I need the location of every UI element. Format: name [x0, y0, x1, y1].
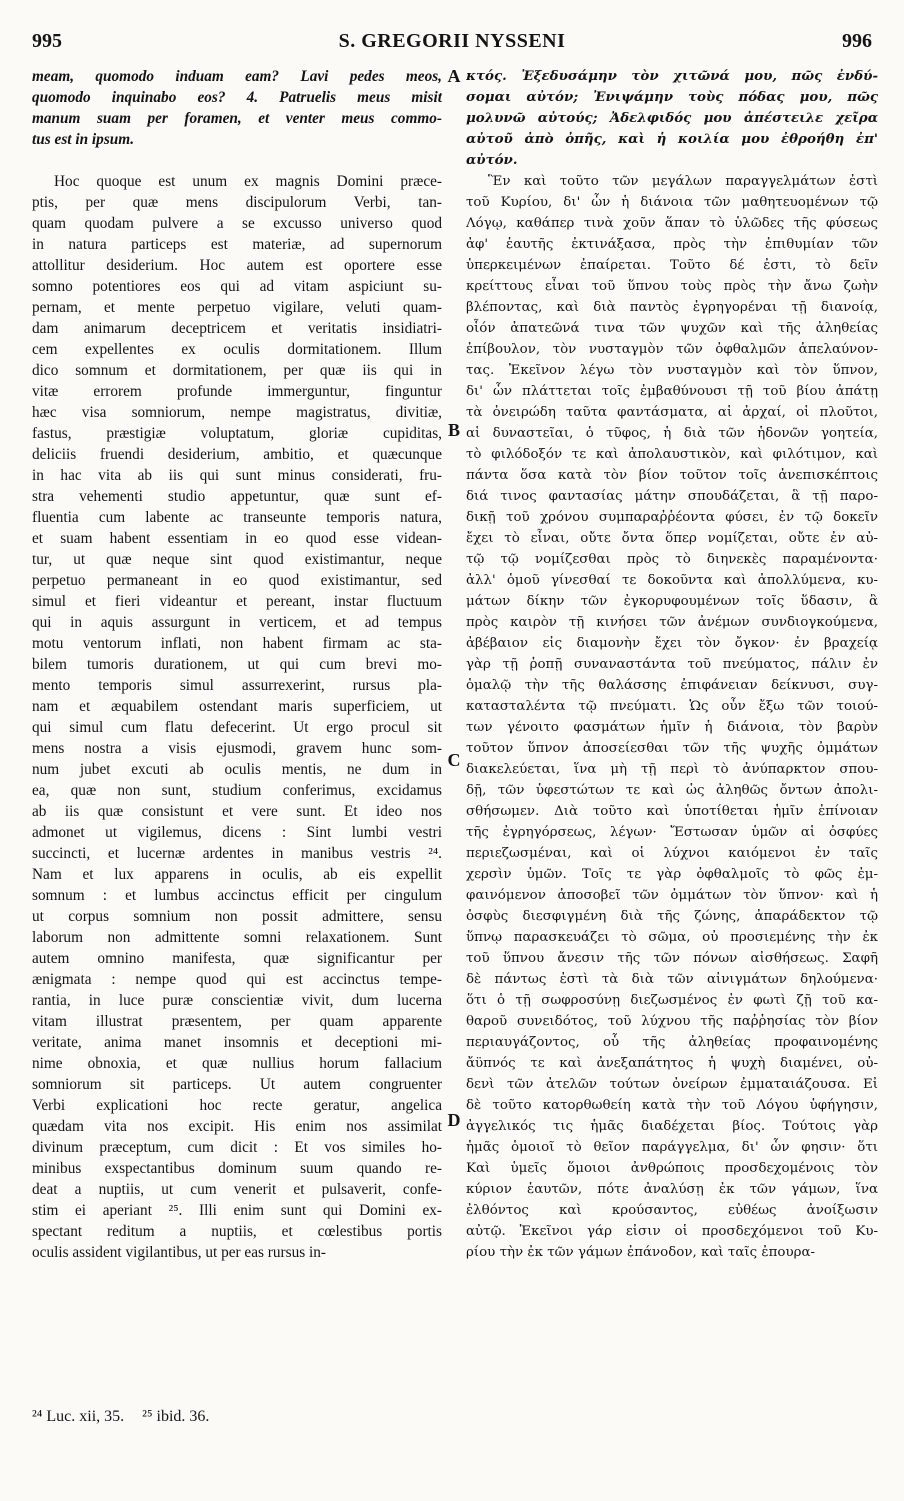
latin-body-line: minibus exspectantibus dominum suum quando re- [32, 1160, 442, 1177]
greek-body-line: Καὶ ὑμεῖς ὅμοιοι ἀνθρώποις προσδεχομένοις τὸν [466, 1161, 878, 1176]
running-header [32, 30, 872, 60]
latin-body-line: stim ei aperiant ²⁵. Illi enim sunt qui Domini ex- [32, 1202, 442, 1219]
greek-body-line: πάντα ὅσα κατὰ τὸν βίον τοῦτον τοῖς ἀνεπισκέπτοις [466, 468, 878, 483]
greek-scripture-line: αὐτόν. [466, 152, 518, 168]
greek-body-line: ρίου τὴν ἐκ τῶν γάμων ἐπάνοδον, καὶ ταῖς ἐπουρα- [466, 1245, 816, 1260]
latin-body-line: fastus, præstigiæ voluptatum, gloriæ cupiditas, [32, 425, 442, 442]
page-number-right: 996 [842, 30, 872, 52]
greek-body-line: Λόγῳ, καθάπερ τινὰ χοῦν ἅπαν τὸ ὑλῶδες τῆς φύσεως [466, 216, 878, 231]
greek-body-line: ἀγγελικός τις ἡμᾶς διαδέχεται βίος. Τούτοις γὰρ [466, 1119, 878, 1134]
latin-body-line: divinum præceptum, cum dicit : Et vos similes ho- [32, 1139, 442, 1156]
latin-body-line: cem expellentes ex oculis dormitationem. Illum [32, 341, 442, 358]
greek-scripture-line: σομαι αὐτόν; Ἐνιψάμην τοὺς πόδας μου, πῶς [466, 89, 878, 105]
greek-body-line: περιεζωσμέναι, καὶ οἱ λύχνοι καιόμενοι ἐν ταῖς [466, 846, 878, 861]
greek-body-line: κατασταλέντα τῷ πνεύματι. Ὡς οὖν ἔξω τῶν τοιού- [466, 699, 878, 714]
greek-body-line: ὀσφὺς διεσφιγμένη διὰ τῆς ζώνης, ἀπαράδεκτον τῷ [466, 909, 878, 924]
greek-body-line: δῇ, τῶν ὑφεστώτων τε καὶ ὡς ἀληθῶς ὄντων ἀπολι- [466, 783, 878, 798]
latin-body [32, 171, 442, 1263]
greek-body-line: ὅτι ὁ τῇ σωφροσύνῃ διεζωσμένος ἐν φωτὶ ζῇ τοῦ κα- [466, 993, 878, 1008]
latin-body-line: dico somnum et dormitationem, per quæ iis qui in [32, 362, 442, 379]
latin-body-line: laborum non admittente somni relaxationem. Sunt [32, 929, 442, 946]
greek-body-line: φαινόμενον ἀποσοβεῖ τῶν ὀμμάτων τὸν ὕπνον· καὶ ἡ [466, 888, 878, 903]
footnotes [32, 1408, 442, 1426]
latin-body-line: vitæ errorem profunde immerguntur, finguntur [32, 383, 442, 400]
latin-body-line: dam animarum deceptricem et veritatis insidiatri- [32, 320, 442, 337]
greek-body-line: ἀφ' ἑαυτῆς ἐκτινάξασα, πρὸς τὴν ἐπιθυμίαν τῶν [466, 237, 878, 252]
greek-body-line: κύριον ἑαυτῶν, πότε ἀναλύσῃ ἐκ τῶν γάμων, ἵνα [466, 1182, 878, 1197]
greek-body-line: ἔχει τὸ εἶναι, οὔτε ὄντα ὅπερ νομίζεται, οὔτε ἐν αὐ- [466, 531, 878, 546]
greek-body-line: δενὶ τῶν ἀτελῶν τούτων ὀνείρων ἐμματαιάζουσα. Εἰ [466, 1077, 878, 1092]
footnote-25: ²⁵ ibid. 36. [142, 1408, 210, 1425]
greek-body-line: δὲ τοῦτο κατορθωθείη κατὰ τὴν τοῦ Λόγου ὑφήγησιν, [466, 1098, 878, 1113]
latin-body-line: simul et fieri videantur et pereant, instar fluctuum [32, 593, 442, 610]
greek-body-line: των γένοιτο φασμάτων ἡμῖν ἡ διάνοια, τὸν βαρὺν [466, 720, 878, 735]
margin-marker-b: B [447, 420, 460, 440]
latin-body-line: quædam vita nos excipit. His enim nos assimilat [32, 1118, 442, 1135]
latin-body-line: qui simul cum flatu defecerint. Ut ergo procul sit [32, 719, 442, 736]
latin-body-line: num jubet excuti ab oculis mentis, ne dum in [32, 761, 442, 778]
greek-scripture [466, 66, 878, 171]
margin-marker-c: C [447, 750, 461, 770]
latin-body-line: somniorum sit particeps. Ut autem congruenter [32, 1076, 442, 1093]
latin-body-line: ab iis quæ consistunt et vere sunt. Et ideo nos [32, 803, 442, 820]
greek-body-line: αἱ δυναστεῖαι, ὁ τῦφος, ἡ διὰ τῶν ἡδονῶν γοητεία, [466, 426, 878, 441]
footnote-24: ²⁴ Luc. xii, 35. [32, 1408, 125, 1425]
greek-body-line: χερσὶν ὑμῶν. Τοῖς τε γὰρ ὀφθαλμοῖς τὸ φῶς ἐμ- [466, 867, 878, 882]
greek-body-line: ἀλλ' ὁμοῦ γίνεσθαί τε δοκοῦντα καὶ ἀπολλύμενα, κυ- [466, 573, 878, 588]
latin-body-line: spectant reditum a nuptiis, et cœlestibus portis [32, 1223, 442, 1240]
margin-marker-d: D [447, 1110, 461, 1130]
latin-scripture-line: manum suam per foramen, et venter meus commo- [32, 110, 442, 127]
latin-body-line: in natura particeps est materiæ, ad supernorum [32, 236, 442, 253]
latin-body-line: ea, quæ non sunt, studium conferimus, excidamus [32, 782, 442, 799]
greek-body-line: μάτων δίκην τῶν ἐγκορυφουμένων τοῖς ὕδασιν, ἃ [466, 594, 878, 609]
latin-body-line: deat a nuptiis, ut cum venerit et pulsaverit, confe- [32, 1181, 442, 1198]
greek-body-line: περιαυγάζοντος, οὗ τῆς ἀληθείας προφαινομένης [466, 1035, 878, 1050]
latin-column [32, 66, 442, 1263]
latin-body-line: ænigmata : nempe quod qui est accinctus tempe- [32, 971, 442, 988]
latin-body-line: admonet ut vigilemus, dicens : Sint lumbi vestri [32, 824, 442, 841]
greek-body-line: Ἓν καὶ τοῦτο τῶν μεγάλων παραγγελμάτων ἐστὶ [488, 174, 878, 189]
latin-body-line: Verbi explicationi hoc recte geratur, angelica [32, 1097, 442, 1114]
greek-scripture-line: μολυνῶ αὐτούς; Ἀδελφιδός μου ἀπέστειλε χεῖρα [466, 110, 878, 126]
latin-body-line: somnum : et lumbus accinctus efficit per cingulum [32, 887, 442, 904]
latin-body-line: hæc visa somniorum, nempe magistratus, divitiæ, [32, 404, 442, 421]
latin-body-line: pernam, et mente perpetuo vigilare, veluti quam- [32, 299, 442, 316]
latin-body-line: deliciis fruendi desiderium, ambitio, et quæcunque [32, 446, 442, 463]
greek-body-line: θαροῦ συνειδότος, τοῦ λύχνου τῆς παῤῥησίας τὸν βίον [466, 1014, 878, 1029]
latin-body-line: oculis assident vigilantibus, ut per eas rursus in- [32, 1244, 326, 1261]
latin-body-line: mens nostra a visis ejusmodi, gravem hunc som- [32, 740, 442, 757]
latin-body-line: vitam illustrat præsentem, per quam apparente [32, 1013, 442, 1030]
greek-body-line: τοῦτον ὕπνον ἀποσείεσθαι τῶν τῆς ψυχῆς ὀμμάτων [466, 741, 878, 756]
greek-body-line: δικῇ τοῦ χρόνου συμπαραῤῥέοντα φύσει, ἐν τῷ δοκεῖν [466, 510, 878, 525]
margin-marker-a: A [447, 66, 461, 86]
latin-body-line: Hoc quoque est unum ex magnis Domini præce- [54, 173, 442, 190]
greek-body-line: κρείττους εἶναι τοῦ ὕπνου τοὺς πρὸς τὴν ἄνω ζωὴν [466, 279, 878, 294]
latin-body-line: Nam et lux apparens in oculis, ab eis expellit [32, 866, 442, 883]
greek-body-line: τὸ φιλόδοξόν τε καὶ ἀπολαυστικὸν, καὶ φιλότιμον, καὶ [466, 447, 878, 462]
greek-body-line: δι' ὧν πλάττεται τοῖς ἐμβαθύνουσι τῇ τοῦ βίου ἀπάτῃ [466, 384, 878, 399]
latin-body-line: in hac vita ab iis qui sunt minus considerati, fru- [32, 467, 442, 484]
greek-body-line: τοῦ ὕπνου ἄνεσιν τῆς τῶν πόνων αἰσθήσεως. Σαφῆ [466, 951, 878, 966]
greek-body-line: ἡμᾶς ὁμοιοῖ τὸ θεῖον παράγγελμα, δι' ὧν φησιν· ὅτι [466, 1140, 878, 1155]
greek-scripture-line: κτός. Ἐξεδυσάμην τὸν χιτῶνά μου, πῶς ἐνδύ- [466, 68, 878, 84]
latin-body-line: nime obnoxia, et quæ nullius horum fallacium [32, 1055, 442, 1072]
latin-body-line: nam et æquabilem ostendant maris superficiem, ut [32, 698, 442, 715]
greek-body-line: βλέποντας, καὶ διὰ παντὸς ἐγρηγορέναι τῇ διανοίᾳ, [466, 300, 878, 315]
latin-body-line: qui in aquis assurgunt in verticem, et ad tempus [32, 614, 442, 631]
latin-body-line: attollitur desiderium. Hoc autem est oportere esse [32, 257, 442, 274]
latin-body-line: somno potentiores eos qui ad vitam aspiciunt su- [32, 278, 442, 295]
greek-body-line: τας. Ἐκεῖνον λέγω τὸν νυσταγμὸν καὶ τὸν ὕπνον, [466, 363, 878, 378]
greek-body-line: αὐτῷ. Ἐκεῖνοι γάρ εἰσιν οἱ προσδεχόμενοι τοῦ Κυ- [466, 1224, 878, 1239]
greek-body-line: οἷόν ἀπατεῶνά τινα τῶν ψυχῶν καὶ τῆς ἀληθείας [466, 321, 878, 336]
latin-body-line: et suam habent essentiam in eo quod esse videan- [32, 530, 442, 547]
latin-scripture-line: tus est in ipsum. [32, 131, 135, 148]
greek-body-line: δὲ πάντως ἐστὶ τὰ διὰ τῶν αἰνιγμάτων δηλούμενα· [466, 972, 878, 987]
latin-body-line: motu ventorum inflati, non habent firmam ac sta- [32, 635, 442, 652]
latin-body-line: fluentia cum labente ac transeunte temporis natura, [32, 509, 442, 526]
greek-body-line: ὕπνῳ παρασκευάζει τὸ σῶμα, οὐ προσιεμένης τὴν ἐκ [466, 930, 878, 945]
latin-scripture-line: quomodo inquinabo eos? 4. Patruelis meus misit [32, 89, 442, 106]
latin-body-line: succincti, et lucernæ ardentes in manibus vestris ²⁴. [32, 845, 442, 862]
latin-body-line: rantia, in luce puræ conscientiæ vivit, dum lucerna [32, 992, 442, 1009]
latin-scripture-line: meam, quomodo induam eam? Lavi pedes meos, [32, 68, 442, 85]
greek-body-line: σθήσωμεν. Διὰ τοῦτο καὶ ὑποτίθεται ἡμῖν ἐπίνοιαν [466, 804, 878, 819]
greek-body-line: τοῦ Κυρίου, δι' ὧν ἡ διάνοια τῶν μαθητευομένων τῷ [466, 195, 878, 210]
latin-body-line: bilem tumoris durationem, ut qui cum brevi mo- [32, 656, 442, 673]
greek-body-line: ὑπερκειμένων ἐπαίρεται. Τοῦτο δέ ἐστι, τὸ δεῖν [466, 258, 878, 273]
latin-body-line: ut corpus somnium non possit admittere, sensu [32, 908, 442, 925]
latin-body-line: mento temporis simul assurrexerint, rursus pla- [32, 677, 442, 694]
greek-body-line: τῆς ἐγρηγόρσεως, λέγων· Ἔστωσαν ὑμῶν αἱ ὀσφύες [466, 825, 878, 840]
greek-body-line: διακελεύεται, ἵνα μὴ τῇ περὶ τὸ ἀνύπαρκτον σπου- [466, 762, 878, 777]
greek-body-line: τῷ τῷ νομίζεσθαι πρὸς τὸ διηνεκὲς παραμένοντα· [466, 552, 878, 567]
latin-body-line: stra vehementi studio appetuntur, quæ sunt ef- [32, 488, 442, 505]
latin-body-line: veritate, anima manet insomnis et deceptioni mi- [32, 1034, 442, 1051]
greek-body [466, 171, 878, 1263]
greek-body-line: ἀβέβαιον εἰς διαμονὴν ἔχει τὸν ὄγκον· ἐν βραχείᾳ [466, 636, 878, 651]
greek-scripture-line: αὐτοῦ ἀπὸ ὀπῆς, καὶ ἡ κοιλία μου ἐθροήθη ἐπ' [466, 131, 878, 147]
latin-body-line: quam quodam pulvere a se excusso universo quod [32, 215, 442, 232]
greek-body-line: γὰρ τῇ ῥοπῇ συναναστάντα τοῦ πνεύματος, πάλιν ἐν [466, 657, 878, 672]
greek-body-line: ἐπίβουλον, τὸν νυσταγμὸν τῶν ὀφθαλμῶν ἀπελαύνον- [466, 342, 878, 357]
greek-column [466, 66, 878, 1263]
running-title: S. GREGORII NYSSENI [338, 30, 566, 52]
latin-body-line: perpetuo permaneant in eo quod existimantur, sed [32, 572, 442, 589]
latin-body-line: tur, ut quæ neque sint quod existimantur, neque [32, 551, 442, 568]
greek-body-line: διά τινος φαντασίας μάτην σπουδάζεται, ἃ τῇ παρο- [466, 489, 878, 504]
greek-body-line: τὰ ὀνειρώδη ταῦτα φαντάσματα, αἱ ἀρχαί, οἱ πλοῦτοι, [466, 405, 878, 420]
paragraph-gap [32, 150, 442, 171]
greek-body-line: ἄϋπνός τε καὶ ἀνεξαπάτητος ἡ ψυχὴ διαμένει, οὐ- [466, 1056, 878, 1071]
page-number-left: 995 [32, 30, 62, 52]
greek-body-line: πρὸς καιρὸν τῇ κινήσει τῶν ἀνέμων συνδιογκούμενα, [466, 615, 878, 630]
greek-body-line: ὁμαλῷ τὴν τῆς θαλάσσης ἐπιφάνειαν δείκνυσι, συγ- [466, 678, 878, 693]
latin-body-line: autem omnino manifesta, quæ significantur per [32, 950, 442, 967]
latin-scripture [32, 66, 442, 150]
greek-body-line: ἐλθόντος καὶ κρούσαντος, εὐθέως ἀνοίξωσιν [466, 1203, 878, 1218]
latin-body-line: ptis, per quæ mens discipulorum Verbi, tan- [32, 194, 442, 211]
